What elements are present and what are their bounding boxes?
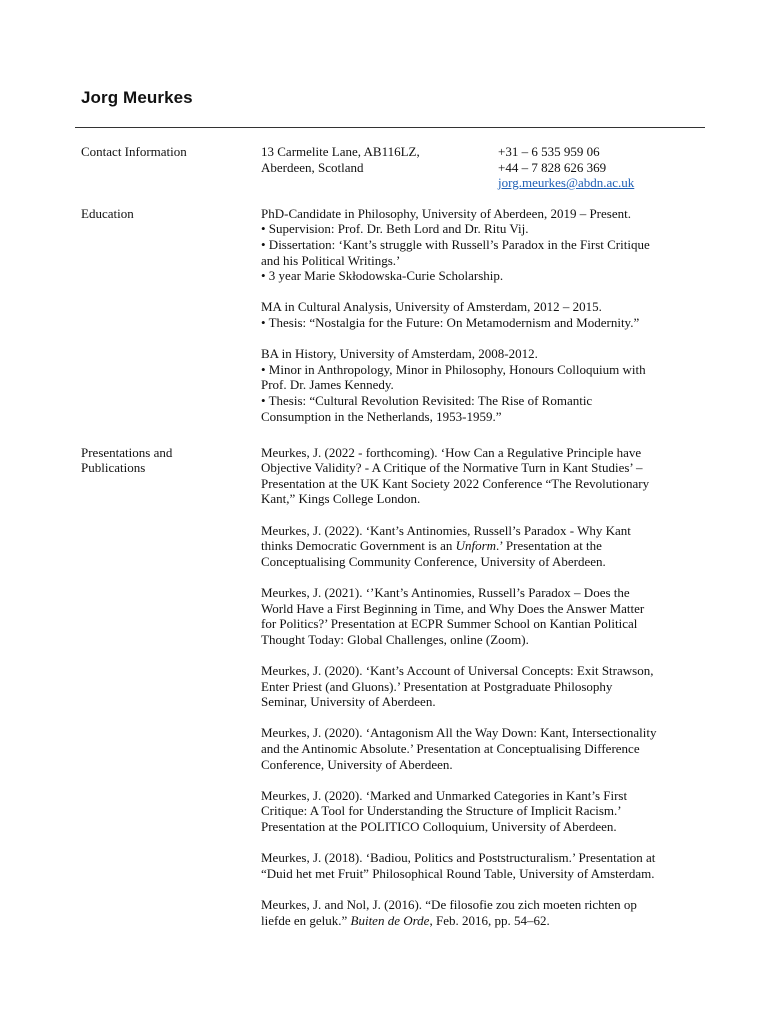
ma-bullet: • Thesis: “Nostalgia for the Future: On Metamodernism and Modernity.”	[261, 314, 640, 330]
ba-bullet: • Thesis: “Cultural Revolution Revisited: The Rise of Romantic	[261, 392, 593, 408]
contact-label: Contact Information	[81, 144, 187, 159]
publication-line	[261, 913, 701, 929]
ba-bullet: Prof. Dr. James Kennedy.	[261, 377, 394, 393]
publication-text: thinks Democratic Government is an	[261, 538, 456, 554]
phone-uk: +44 – 7 828 626 369	[498, 159, 607, 175]
publication-entry	[261, 788, 701, 835]
publications-section	[81, 445, 701, 928]
publication-line: Presentation at the UK Kant Society 2022 Conference “The Revolutionary	[261, 475, 650, 491]
publication-line: Meurkes, J. (2018). ‘Badiou, Politics and Poststructuralism.’ Presentation at	[261, 850, 656, 866]
education-entry-ba	[261, 346, 701, 424]
phd-bullet: and his Political Writings.’	[261, 252, 401, 268]
publication-line: Thought Today: Global Challenges, online (Zoom).	[261, 631, 529, 647]
publication-text: liefde en geluk.”	[261, 912, 351, 928]
publication-line: Kant,” Kings College London.	[261, 491, 421, 507]
publication-italic-journal: Buiten de Orde	[350, 912, 430, 928]
publication-entry	[261, 523, 701, 570]
publication-line: Conceptualising Community Conference, University of Aberdeen.	[261, 553, 606, 569]
publication-entry	[261, 850, 701, 881]
address-block	[261, 144, 498, 191]
publication-line: Presentation at the POLITICO Colloquium, University of Aberdeen.	[261, 818, 617, 834]
education-entry-phd	[261, 206, 701, 284]
education-entry-ma	[261, 299, 701, 330]
publication-entry	[261, 663, 701, 710]
publication-entry	[261, 725, 701, 772]
publication-line: Meurkes, J. (2021). ‘’Kant’s Antinomies, Russell’s Paradox – Does the	[261, 585, 630, 601]
publications-content	[261, 445, 701, 928]
email-link[interactable]: jorg.meurkes@abdn.ac.uk	[498, 175, 635, 191]
publication-line: Meurkes, J. (2020). ‘Antagonism All the Way Down: Kant, Intersectionality	[261, 725, 657, 741]
publications-label-line-2: Publications	[81, 460, 146, 476]
publication-line: Meurkes, J. (2022 - forthcoming). ‘How Can a Regulative Principle have	[261, 444, 642, 460]
publication-text: .’ Presentation at the	[496, 538, 602, 554]
publication-entry	[261, 445, 701, 507]
publication-line: Meurkes, J. (2020). ‘Marked and Unmarked Categories in Kant’s First	[261, 787, 628, 803]
publication-line: for Politics?’ Presentation at ECPR Summer School on Kantian Political	[261, 616, 638, 632]
phone-email-block	[498, 144, 701, 191]
person-name: Jorg Meurkes	[81, 88, 193, 107]
address-line-2: Aberdeen, Scotland	[261, 159, 364, 175]
header-divider	[75, 127, 705, 128]
education-content	[261, 206, 701, 440]
cv-body	[81, 144, 701, 928]
publication-line: “Duid het met Fruit” Philosophical Round Table, University of Amsterdam.	[261, 865, 655, 881]
publication-line: Critique: A Tool for Understanding the Structure of Implicit Racism.’	[261, 803, 622, 819]
publication-text: , Feb. 2016, pp. 54–62.	[429, 912, 550, 928]
publication-line: World Have a First Beginning in Time, and Why Does the Answer Matter	[261, 600, 645, 616]
publication-line: and the Antinomic Absolute.’ Presentation at Conceptualising Difference	[261, 740, 640, 756]
education-section	[81, 206, 701, 440]
publication-line	[261, 538, 701, 554]
ma-title: MA in Cultural Analysis, University of Amsterdam, 2012 – 2015.	[261, 299, 602, 315]
address-line-1: 13 Carmelite Lane, AB116LZ,	[261, 144, 420, 159]
phone-netherlands: +31 – 6 535 959 06	[498, 144, 600, 159]
publication-line: Meurkes, J. and Nol, J. (2016). “De filosofie zou zich moeten richten op	[261, 896, 637, 912]
publication-line: Meurkes, J. (2022). ‘Kant’s Antinomies, Russell’s Paradox - Why Kant	[261, 522, 631, 538]
publication-entry	[261, 897, 701, 928]
publication-line: Seminar, University of Aberdeen.	[261, 694, 436, 710]
publications-label-line-1: Presentations and	[81, 444, 173, 460]
publication-line: Enter Priest (and Gluons).’ Presentation at Postgraduate Philosophy	[261, 678, 613, 694]
publication-line: Objective Validity? - A Critique of the Normative Turn in Kant Studies’ –	[261, 460, 643, 476]
phd-bullet: • 3 year Marie Skłodowska-Curie Scholarship.	[261, 268, 504, 284]
publication-line: Meurkes, J. (2020). ‘Kant’s Account of Universal Concepts: Exit Strawson,	[261, 663, 654, 678]
phd-bullet: • Supervision: Prof. Dr. Beth Lord and Dr. Ritu Vij.	[261, 221, 529, 237]
ba-bullet: Consumption in the Netherlands, 1953-1959.”	[261, 408, 502, 424]
publication-entry	[261, 585, 701, 647]
publication-line: Conference, University of Aberdeen.	[261, 756, 453, 772]
education-label: Education	[81, 205, 134, 221]
contact-content	[261, 144, 701, 191]
phd-bullet: • Dissertation: ‘Kant’s struggle with Russell’s Paradox in the First Critique	[261, 236, 650, 252]
ba-title: BA in History, University of Amsterdam, 2008-2012.	[261, 346, 538, 362]
publication-italic-term: Unform	[455, 538, 497, 554]
contact-section	[81, 144, 701, 191]
publications-label	[81, 445, 261, 476]
ba-bullet: • Minor in Anthropology, Minor in Philosophy, Honours Colloquium with	[261, 361, 646, 377]
phd-title: PhD-Candidate in Philosophy, University of Aberdeen, 2019 – Present.	[261, 205, 631, 221]
